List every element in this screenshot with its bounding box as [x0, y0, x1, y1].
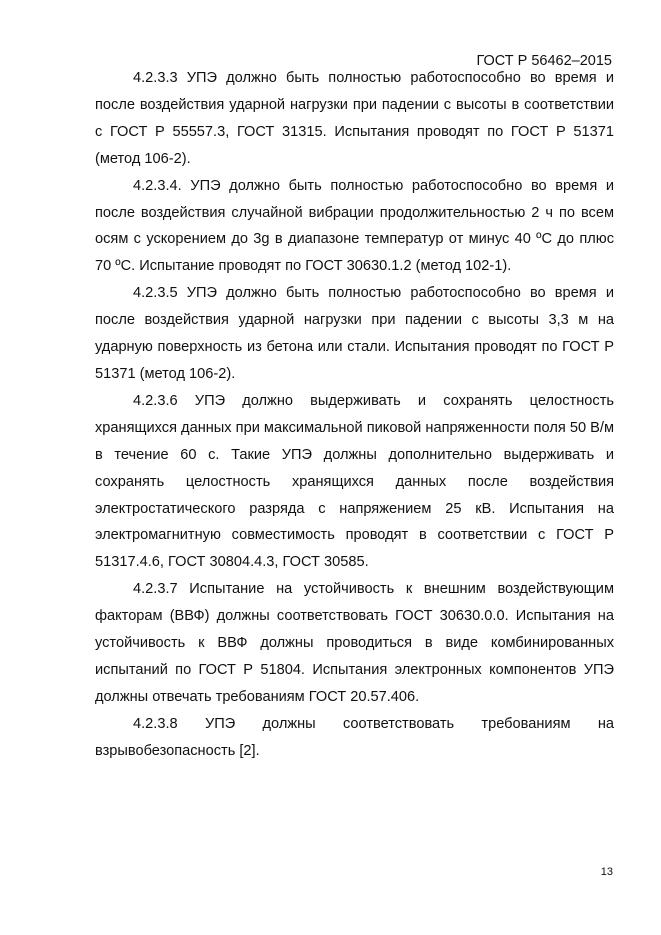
paragraph-4-2-3-4: 4.2.3.4. УПЭ должно быть полностью работоспособно во время и после воздействия случайной вибрации продолжительностью 2 ч по всем осям с ускорением до 3g в диапазоне температур от минус 40 ºС до плюс 70 ºС. Испытание проводят по ГОСТ 30630.1.2 (метод 102-1).	[95, 177, 614, 275]
document-body	[95, 65, 614, 765]
paragraph-4-2-3-7: 4.2.3.7 Испытание на устойчивость к внешним воздействующим факторам (ВВФ) должны соответствовать ГОСТ 30630.0.0. Испытания на устойчивость к ВВФ должны проводиться в виде комбинированных испытаний по ГОСТ Р 51804. Испытания электронных компонентов УПЭ должны отвечать требованиям ГОСТ 20.57.406.	[95, 581, 614, 705]
paragraph-4-2-3-5: 4.2.3.5 УПЭ должно быть полностью работоспособно во время и после воздействия ударной нагрузки при падении с высоты 3,3 м на ударную поверхность из бетона или стали. Испытания проводят по ГОСТ Р 51371 (метод 106-2).	[95, 285, 614, 382]
paragraph-4-2-3-3: 4.2.3.3 УПЭ должно быть полностью работоспособно во время и после воздействия ударной нагрузки при падении с высоты в соответствии с ГОСТ Р 55557.3, ГОСТ 31315. Испытания проводят по ГОСТ Р 51371 (метод 106-2).	[95, 70, 614, 167]
paragraph-4-2-3-8: 4.2.3.8 УПЭ должны соответствовать требованиям на взрывобезопасность [2].	[95, 715, 614, 759]
standard-designation: ГОСТ Р 56462–2015	[476, 53, 612, 69]
page-number: 13	[600, 866, 613, 878]
paragraph-4-2-3-6: 4.2.3.6 УПЭ должно выдерживать и сохранять целостность хранящихся данных при максимальной пиковой напряженности поля 50 В/м в течение 60 с. Такие УПЭ должны дополнительно выдерживать и сохранять целостность хранящихся данных после воздействия электростатического разряда с напряжением 25 кВ. Испытания на электромагнитную совместимость проводят в соответствии с ГОСТ Р 51317.4.6, ГОСТ 30804.4.3, ГОСТ 30585.	[95, 392, 614, 571]
